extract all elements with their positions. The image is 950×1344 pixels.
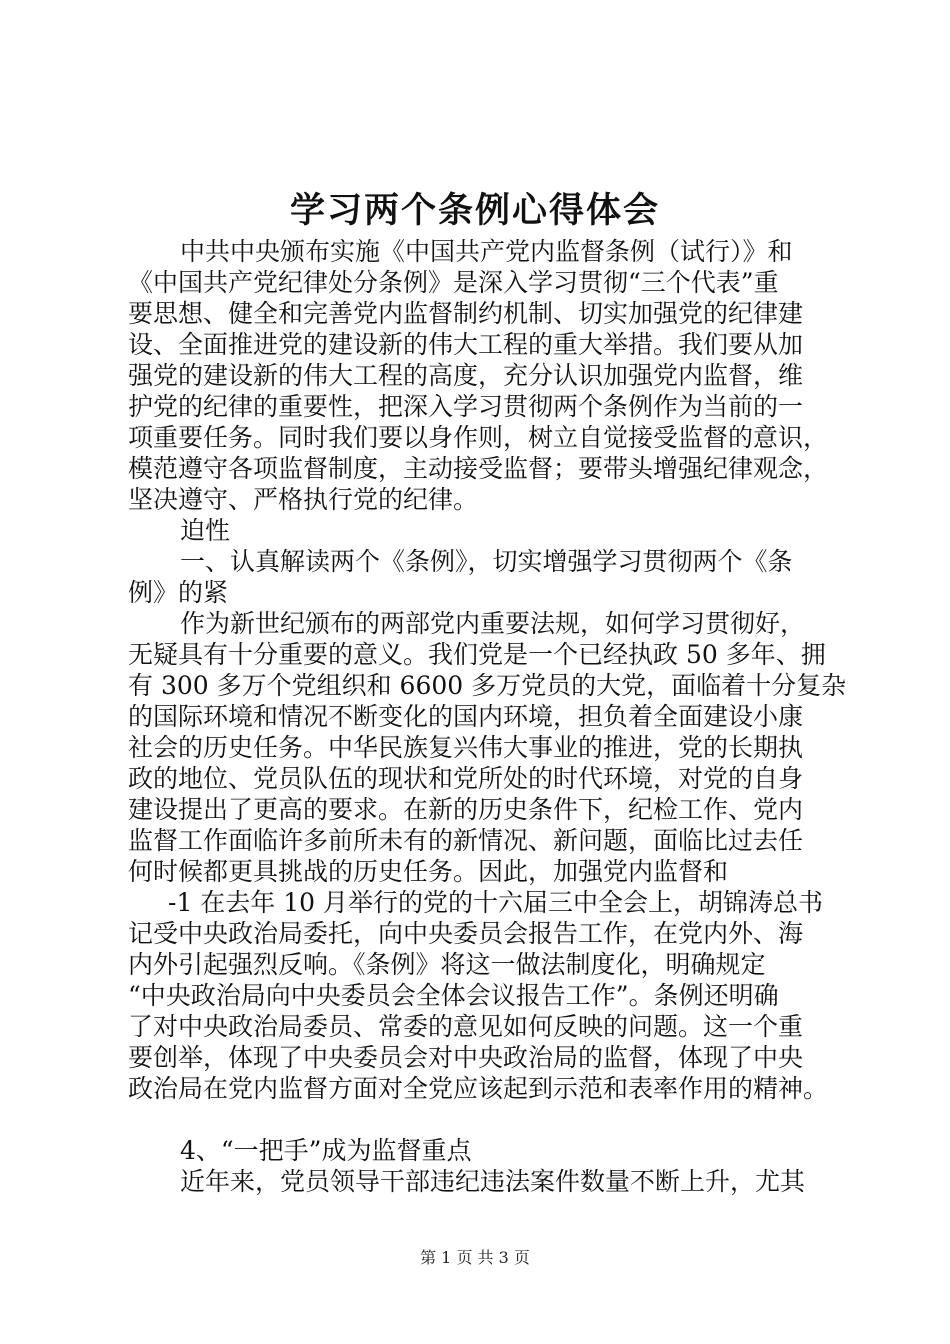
page-footer: 第 1 页 共 3 页 [420, 1248, 530, 1267]
paragraph-line: 护党的纪律的重要性，把深入学习贯彻两个条例作为当前的一 [128, 392, 804, 421]
paragraph-line: 何时候都更具挑战的历史任务。因此，加强党内监督和 [128, 857, 729, 886]
paragraph-line: 无疑具有十分重要的意义。我们党是一个已经执政 50 多年、拥 [128, 640, 826, 669]
paragraph-line: 记受中央政治局委托，向中央委员会报告工作，在党内外、海 [128, 919, 804, 948]
paragraph-line: 中共中央颁布实施《中国共产党内监督条例（试行）》和 [180, 237, 793, 266]
paragraph-gap [128, 1104, 833, 1135]
paragraph-line: 政的地位、党员队伍的现状和党所处的时代环境，对党的自身 [128, 764, 804, 793]
section-heading-continued: 例》的紧 [128, 578, 229, 607]
paragraph-line: 的国际环境和情况不断变化的国内环境，担负着全面建设小康 [128, 702, 804, 731]
paragraph-line: 监督工作面临许多前所未有的新情况、新问题，面临比过去任 [128, 826, 804, 855]
paragraph-line: 强党的建设新的伟大工程的高度，充分认识加强党内监督，维 [128, 361, 804, 390]
paragraph-line: 项重要任务。同时我们要以身作则，树立自觉接受监督的意识， [128, 423, 829, 452]
section-heading: 4、“一把手”成为监督重点 [180, 1136, 472, 1165]
paragraph-line: -1 在去年 10 月举行的党的十六届三中全会上，胡锦涛总书 [168, 888, 824, 917]
paragraph-line: 有 300 多万个党组织和 6600 多万党员的大党，面临着十分复杂 [128, 671, 847, 700]
paragraph-line: 模范遵守各项监督制度，主动接受监督；要带头增强纪律观念， [128, 454, 829, 483]
paragraph-line: 社会的历史任务。中华民族复兴伟大事业的推进，党的长期执 [128, 733, 804, 762]
paragraph-line: 《中国共产党纪律处分条例》是深入学习贯彻“三个代表”重 [128, 268, 779, 297]
paragraph-line: 建设提出了更高的要求。在新的历史条件下，纪检工作、党内 [128, 795, 804, 824]
paragraph-line: 坚决遵守、严格执行党的纪律。 [128, 485, 479, 514]
paragraph-line: 政治局在党内监督方面对全党应该起到示范和表率作用的精神。 [128, 1074, 829, 1103]
paragraph-line: 内外引起强烈反响。《条例》将这一做法制度化，明确规定 [128, 950, 766, 979]
document-title: 学习两个条例心得体会 [289, 190, 660, 231]
paragraph-line: 设、全面推进党的建设新的伟大工程的重大举措。我们要从加 [128, 330, 804, 359]
paragraph-line: 要创举，体现了中央委员会对中央政治局的监督，体现了中央 [128, 1043, 804, 1072]
paragraph-line: 作为新世纪颁布的两部党内重要法规，如何学习贯彻好， [180, 609, 806, 638]
document-body [128, 236, 847, 1197]
paragraph-line: 了对中央政治局委员、常委的意见如何反映的问题。这一个重 [128, 1012, 804, 1041]
paragraph-line: 迫性 [180, 516, 231, 545]
paragraph-line: 近年来，党员领导干部违纪违法案件数量不断上升，尤其 [180, 1167, 806, 1196]
paragraph-line: “中央政治局向中央委员会全体会议报告工作”。条例还明确 [128, 981, 779, 1010]
section-heading: 一、认真解读两个《条例》，切实增强学习贯彻两个《条 [180, 547, 793, 576]
paragraph-line: 要思想、健全和完善党内监督制约机制、切实加强党的纪律建 [128, 299, 804, 328]
